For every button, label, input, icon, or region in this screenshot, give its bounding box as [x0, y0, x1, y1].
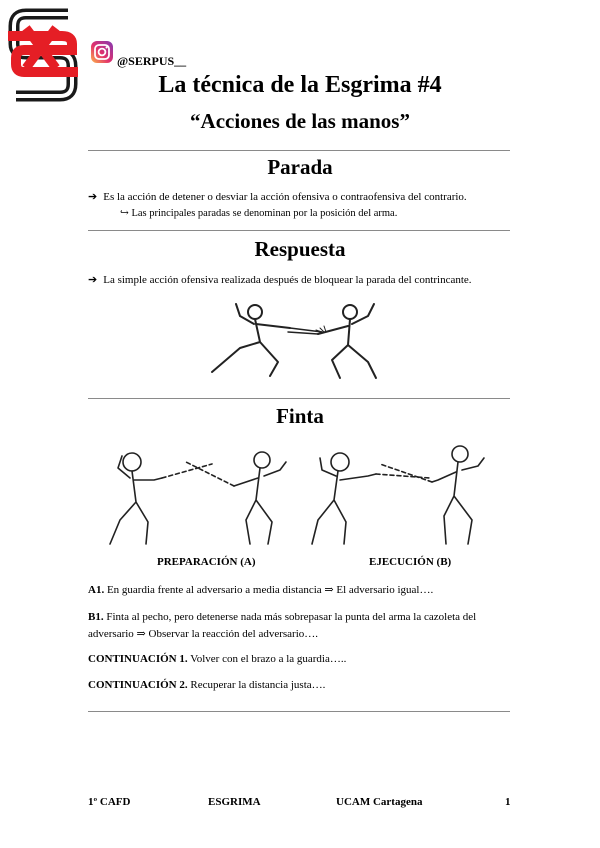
- instagram-icon[interactable]: [90, 40, 114, 64]
- caption-preparacion: PREPARACIÓN (A): [157, 556, 256, 568]
- divider: [88, 711, 510, 712]
- label-b1: B1.: [88, 611, 104, 623]
- bullet-respuesta: [88, 273, 472, 286]
- return-arrow-icon: ↪: [120, 208, 129, 219]
- section-heading-parada: Parada: [267, 155, 333, 179]
- instagram-handle[interactable]: @SERPUS__: [117, 54, 187, 68]
- text-a1: En guardia frente al adversario a media distancia ⇒ El adversario igual….: [106, 584, 434, 596]
- bullet-text: Es la acción de detener o desviar la acción ofensiva o contraofensiva del contrario.: [103, 191, 467, 203]
- paragraph-a1: [88, 582, 514, 599]
- paragraph-b1: [88, 609, 514, 643]
- page-subtitle: “Acciones de las manos”: [190, 109, 410, 133]
- footer-subject: ESGRIMA: [208, 796, 261, 808]
- text-continuacion-1: Volver con el brazo a la guardia…..: [190, 653, 347, 665]
- text-continuacion-2: Recuperar la distancia justa….: [190, 679, 326, 691]
- divider: [88, 230, 510, 231]
- label-a1: A1.: [88, 584, 105, 596]
- footer-page-number: 1: [505, 796, 511, 808]
- divider: [88, 398, 510, 399]
- section-heading-finta: Finta: [276, 404, 324, 428]
- bullet-parada: [88, 190, 467, 203]
- bullet-text: La simple acción ofensiva realizada después de bloquear la parada del contrincante.: [103, 274, 472, 286]
- footer-course: 1º CAFD: [88, 796, 131, 808]
- page-title: La técnica de la Esgrima #4: [158, 72, 442, 98]
- divider: [88, 150, 510, 151]
- sub-bullet-parada: [120, 207, 397, 219]
- respuesta-illustration: [200, 290, 400, 385]
- label-continuacion-1: CONTINUACIÓN 1.: [88, 653, 188, 665]
- text-b1: Finta al pecho, pero detenerse nada más sobrepasar la punta del arma la cazoleta del adversario ⇒ Observar la reacción del adversario….: [88, 611, 477, 640]
- caption-ejecucion: EJECUCIÓN (B): [369, 556, 452, 568]
- label-continuacion-2: CONTINUACIÓN 2.: [88, 679, 188, 691]
- finta-illustration: [100, 440, 500, 548]
- paragraph-continuacion-2: [88, 677, 514, 694]
- footer-institution: UCAM Cartagena: [336, 796, 423, 808]
- paragraph-continuacion-1: [88, 651, 514, 668]
- arrow-icon: ➔: [88, 274, 98, 286]
- arrow-icon: ➔: [88, 191, 98, 203]
- sub-bullet-text: Las principales paradas se denominan por la posición del arma.: [131, 208, 398, 219]
- section-heading-respuesta: Respuesta: [254, 237, 346, 261]
